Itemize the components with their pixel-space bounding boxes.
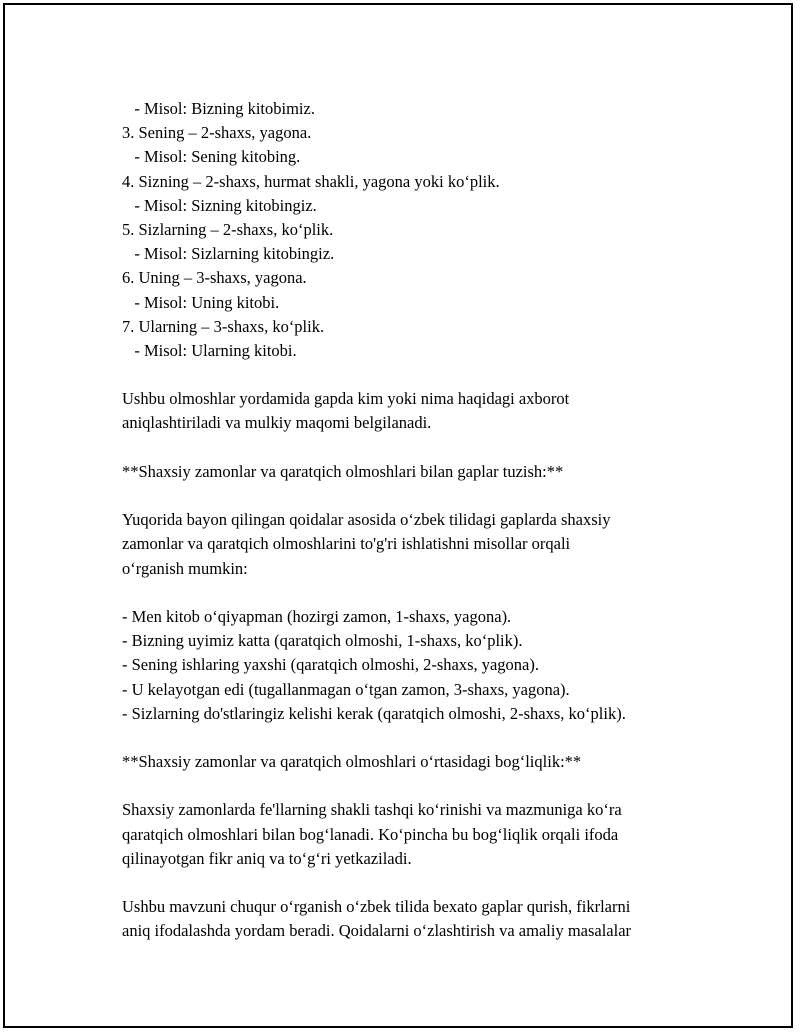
text-line: oʻrganish mumkin: — [122, 558, 248, 578]
text-line: 7. Ularning – 3-shaxs, koʻplik. — [122, 316, 325, 336]
text-line: zamonlar va qaratqich olmoshlarini to'g'ri ishlatishni misollar orqali — [122, 534, 571, 554]
text-line: - U kelayotgan edi (tugallanmagan oʻtgan zamon, 3-shaxs, yagona). — [122, 679, 570, 699]
text-line: Yuqorida bayon qilingan qoidalar asosida oʻzbek tilidagi gaplarda shaxsiy — [122, 510, 611, 530]
text-line: 6. Uning – 3-shaxs, yagona. — [122, 268, 307, 288]
blank-line — [122, 436, 702, 460]
text-line: qaratqich olmoshlari bilan bogʻlanadi. Koʻpincha bu bogʻliqlik orqali ifoda — [122, 824, 619, 844]
text-line: - Misol: Bizning kitobimiz. — [122, 99, 315, 118]
text-line: **Shaxsiy zamonlar va qaratqich olmoshlari bilan gaplar tuzish:** — [122, 461, 564, 481]
text-line: - Misol: Sizning kitobingiz. — [122, 195, 317, 215]
document-page — [3, 3, 793, 1028]
text-line: aniq ifodalashda yordam beradi. Qoidalarni oʻzlashtirish va amaliy masalalar — [122, 921, 632, 941]
text-line: aniqlashtiriladi va mulkiy maqomi belgilanadi. — [122, 413, 432, 433]
text-line: qilinayotgan fikr aniq va toʻgʻri yetkaziladi. — [122, 848, 412, 868]
blank-line — [122, 581, 702, 605]
blank-line — [122, 484, 702, 508]
text-line: 4. Sizning – 2-shaxs, hurmat shakli, yagona yoki koʻplik. — [122, 171, 500, 191]
text-line: 5. Sizlarning – 2-shaxs, koʻplik. — [122, 219, 334, 239]
text-line: - Sening ishlaring yaxshi (qaratqich olmoshi, 2-shaxs, yagona). — [122, 655, 540, 675]
text-line: - Bizning uyimiz katta (qaratqich olmoshi, 1-shaxs, koʻplik). — [122, 631, 523, 651]
text-line: - Misol: Sizlarning kitobingiz. — [122, 244, 335, 264]
document-body — [122, 97, 702, 944]
blank-line — [122, 726, 702, 750]
text-line: - Sizlarning do'stlaringiz kelishi kerak (qaratqich olmoshi, 2-shaxs, koʻplik). — [122, 703, 626, 723]
text-line: Ushbu olmoshlar yordamida gapda kim yoki nima haqidagi axborot — [122, 389, 570, 409]
blank-line — [122, 871, 702, 895]
text-line: - Misol: Sening kitobing. — [122, 147, 301, 167]
text-line: **Shaxsiy zamonlar va qaratqich olmoshlari oʻrtasidagi bogʻliqlik:** — [122, 752, 582, 772]
text-line: 3. Sening – 2-shaxs, yagona. — [122, 123, 312, 143]
blank-line — [122, 363, 702, 387]
text-line: - Misol: Ularning kitobi. — [122, 340, 297, 360]
text-line: - Men kitob oʻqiyapman (hozirgi zamon, 1-shaxs, yagona). — [122, 606, 512, 626]
blank-line — [122, 774, 702, 798]
text-line: - Misol: Uning kitobi. — [122, 292, 280, 312]
text-line: Shaxsiy zamonlarda fe'llarning shakli tashqi koʻrinishi va mazmuniga koʻra — [122, 800, 622, 820]
text-line: Ushbu mavzuni chuqur oʻrganish oʻzbek tilida bexato gaplar qurish, fikrlarni — [122, 897, 631, 917]
